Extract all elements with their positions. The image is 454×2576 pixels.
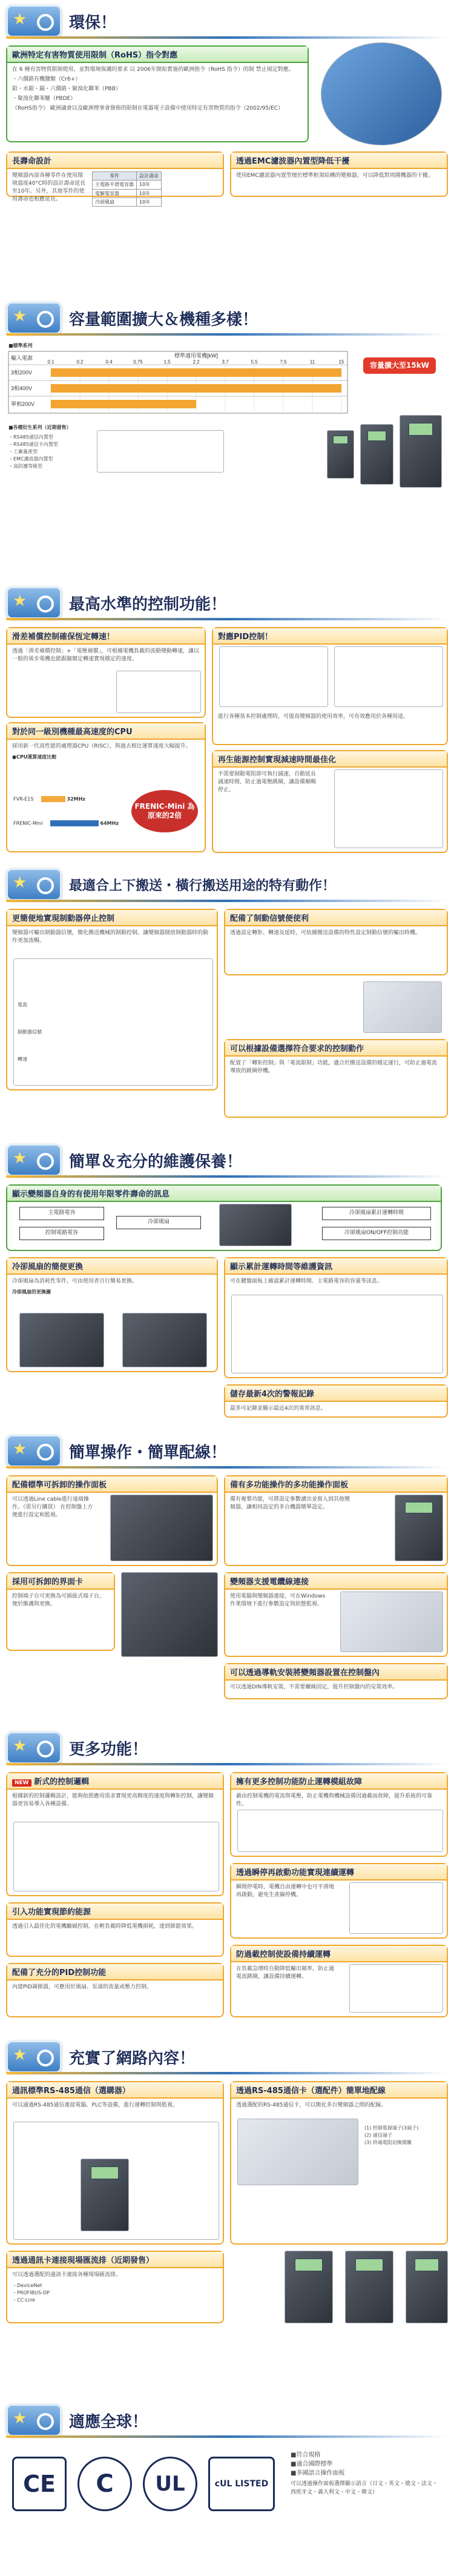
inverter-image-a <box>285 2251 333 2323</box>
rs485-title: 通訊標準RS-485通信（選購器） <box>7 2082 223 2099</box>
panel-text: 可以透過Line cable進行遠端操作。（需另行購買） 在控制盤上方便進行設定和監視。 <box>12 1496 93 1519</box>
regen-text: 不需要制動電阻即可執行減速，自動延長減速時間，防止過電壓跳閘，讓設備順暢停止。 <box>218 771 317 794</box>
copy-title: 備有多功能操作的多功能操作面板 <box>225 1476 447 1493</box>
cpu-title: 對於同一級別機種最高速度的CPU <box>7 723 205 740</box>
section-title: 適應全球！ <box>69 2412 148 2431</box>
flow-box: 冷卻風扇ON/OFF控制功能 <box>322 1227 431 1240</box>
long-life-box <box>6 151 224 205</box>
tick-label: 0.1 <box>47 359 54 365</box>
loop-title: 配備了充分的PID控制功能 <box>7 1964 223 1980</box>
table-cell: 10年 <box>137 189 162 198</box>
tick-label: 3.7 <box>222 359 229 365</box>
cpu-row-value: 32MHz <box>67 796 85 802</box>
section-header <box>0 0 454 42</box>
tick-label: 1.5 <box>163 359 171 365</box>
section-maintenance <box>0 1139 454 1424</box>
keypad-image <box>395 1495 443 1561</box>
rail-title: 可以透過導軌安裝將變頻器設置在控制盤內 <box>225 1664 447 1681</box>
tick-label: 7.5 <box>280 359 287 365</box>
restart-text: 瞬間停電時，電機自由運轉中也可平滑地再啟動，避免生產線停機。 <box>236 1884 335 1899</box>
section-header <box>0 1139 454 1181</box>
table-cell: 電解電容器 <box>93 189 137 198</box>
copy-text: 備有複製功能，可將設定參數讀出並寫入到其他變頻器，讓相同設定的多台機器簡單設定。 <box>230 1496 350 1511</box>
series-diagram <box>97 430 224 473</box>
capacity-chart <box>8 351 347 418</box>
table-row <box>93 198 162 206</box>
list-item: ・EMC濾波器內置型 <box>8 456 53 462</box>
restart-title: 透過瞬停再啟動功能實現連續運轉 <box>231 1864 447 1881</box>
emc-box <box>230 151 448 197</box>
section-rule <box>6 36 448 39</box>
logic-box <box>6 1772 224 1896</box>
pid-text: 進行各種基本控制處理時，可提高變頻器的使用效率，可有效應用於各種用途。 <box>218 714 409 720</box>
flow-box: 冷卻風扇累計運轉時間 <box>322 1207 431 1220</box>
cpu-bar <box>41 796 65 802</box>
flow-box: 控制電路電容 <box>19 1227 104 1240</box>
tick-label: 0.75 <box>133 359 143 365</box>
global-badge-icon: ★ <box>6 2404 62 2437</box>
c-tick-mark-icon: C <box>77 2457 132 2511</box>
rohs-paragraph: 在 6 種有害物質限制使用，並對環境保護的要求 以 2006年開始實施的歐洲指令（RoHS 指令）的制 禁止規定對應。 <box>12 67 294 73</box>
cpu-row-name: FVR-E1S <box>13 796 34 802</box>
standard-series-label: ■標準系列 <box>8 343 33 348</box>
list-item: ・工廠量產型 <box>8 449 38 454</box>
tick-label: 11 <box>309 359 315 365</box>
rohs-item: ・聚溴化聯苯醚（PBDE） <box>12 96 76 102</box>
chart-row-label: 3相400V <box>11 385 33 391</box>
list-item: ■符合規格 <box>291 2452 321 2458</box>
chart-label: 制動器信號 <box>18 1029 42 1035</box>
options-title: ■各種衍生系列（近期發售） <box>8 425 71 430</box>
list-item: ■多國語言操作面板 <box>291 2470 345 2477</box>
loop-box <box>6 1963 224 2017</box>
rohs-item: ・六價鉻有機鹽類（Cr6+） <box>12 76 81 83</box>
table-cell: 10年 <box>137 198 162 206</box>
connect-text: 使用電腦與變頻器連接，可在Windows作業環境下進行參數設定與狀態監視。 <box>230 1593 326 1608</box>
prevent-title: 擁有更多控制功能防止運轉模組故障 <box>231 1773 447 1790</box>
section-header <box>0 297 454 339</box>
section-rule <box>6 1466 448 1469</box>
logic-diagram <box>13 1822 219 1891</box>
life-table <box>92 171 162 207</box>
global-bullets <box>291 2451 442 2497</box>
brake-title: 更簡便地實現制動器停止控制 <box>7 910 217 926</box>
chart-row-label: 單相200V <box>11 401 35 407</box>
restart-box <box>230 1863 448 1939</box>
inverter-image-large <box>400 415 442 488</box>
flow-box: 冷卻風扇 <box>116 1216 201 1229</box>
section-header <box>0 1727 454 1769</box>
life-info-box <box>6 1184 442 1251</box>
list-item: ・RS485通信內置型 <box>8 434 53 440</box>
list-item: ・RS485通信卡內置型 <box>8 442 58 447</box>
adapt-text: 配置了「轉矩控制」與「電流限制」功能，適合於搬送設備的穩定運行，可防止過電流導致的跳閘停機。 <box>230 1060 438 1075</box>
fan-image-1 <box>19 1313 104 1367</box>
list-item: (3) 終端電阻切換開關 <box>364 2140 412 2145</box>
tick-label: 5.5 <box>251 359 258 365</box>
list-item: ・高防護等級型 <box>8 463 42 469</box>
connect-title: 變頻器支援電纜線連接 <box>225 1573 447 1590</box>
chart-label: 轉速 <box>18 1057 27 1062</box>
section-header <box>0 582 454 624</box>
list-item: (2) 通信端子 <box>364 2133 392 2138</box>
earth-illustration-icon <box>321 42 442 145</box>
slip-box <box>6 627 206 718</box>
control-badge-icon: ★ <box>6 586 62 619</box>
capacity-bar <box>51 384 341 393</box>
rs485-diagram <box>13 2122 219 2240</box>
section-rule <box>6 2435 448 2438</box>
lang-note: 可以透過操作面板選擇顯示語言（日文・英文・德文・法文・西班牙文・義大利文・中文・韓文） <box>291 2481 438 2495</box>
table-row <box>93 189 162 198</box>
section-transport <box>0 863 454 1136</box>
table-header: 設計壽命 <box>137 172 162 181</box>
rs485-box <box>6 2081 224 2245</box>
section-rule <box>6 618 448 620</box>
fan-text: 冷卻風扇為消耗性零件，可由使用者自行簡易更換。 <box>12 1278 138 1284</box>
slip-text: 透過「滑差補償控制」+「電壓補償」，可根據電機負載的波動變動轉速，讓以一般的異步電機也能跟隨額定轉速實現穩定的速度。 <box>12 648 200 663</box>
list-item: ■適合國際標準 <box>291 2461 333 2468</box>
panel-title: 配備標準可拆卸的操作面板 <box>7 1476 217 1493</box>
fan-box <box>6 1257 218 1372</box>
marks-row <box>12 2451 278 2517</box>
rohs-box-title: 歐洲特定有害物質使用限制（RoHS）指令對應 <box>7 47 308 63</box>
ul-mark-icon: UL <box>143 2457 197 2511</box>
slip-title: 滑差補償控制確保恆定轉速！ <box>7 628 205 645</box>
table-cell: 主電路平滑電容器 <box>93 181 137 189</box>
panel-image <box>219 1204 292 1246</box>
operation-badge-icon: ★ <box>6 1435 62 1467</box>
brake-setting-box <box>224 909 448 975</box>
regen-title: 再生能源控制實現減速時間最佳化 <box>213 751 447 768</box>
rs485-text: 可以通過RS-485通信連接電腦、PLC等設備，進行運轉控制與監視。 <box>12 2102 179 2108</box>
section-title: 容量範圍擴大＆機種多樣！ <box>69 310 258 329</box>
section-title: 簡單＆充分的維護保養！ <box>69 1152 243 1171</box>
tick-label: 0.4 <box>105 359 113 365</box>
section-network <box>0 2036 454 2332</box>
section-capacity <box>0 297 454 527</box>
slip-graph <box>116 671 201 713</box>
rail-text: 可以透過DIN導軌安裝，不需要螺絲固定，提升控制盤內的安裝效率。 <box>230 1684 398 1690</box>
regen-graph <box>334 769 443 848</box>
inverter-image-medium <box>360 424 393 485</box>
field-list <box>7 2282 223 2304</box>
option-title: 採用可拆卸的界面卡 <box>7 1573 114 1590</box>
section-rule <box>6 1175 448 1178</box>
inverter-image-b <box>345 2251 393 2323</box>
prevent-text: 藉由控制電機的電流與電壓，防止電機與機械設備因過載而故障，提升系統的可靠性。 <box>236 1793 433 1808</box>
section-rule <box>6 2072 448 2074</box>
restart-graph <box>349 1882 443 1934</box>
section-title: 最適合上下搬送・橫行搬送用途的特有動作！ <box>69 878 336 894</box>
table-header: 零件 <box>93 172 137 181</box>
rohs-box <box>6 45 309 142</box>
capacity-bar <box>51 368 341 377</box>
emc-text: 使用EMC濾波器內置型便於標準框架結構的變頻器，可以降低對周圍機器的干擾。 <box>236 173 433 179</box>
inverter-image <box>81 2159 129 2231</box>
list-item: ・DeviceNet <box>12 2283 42 2289</box>
cul-listed-mark-icon: cUL LISTED <box>208 2457 275 2511</box>
tick-label: 2.2 <box>192 359 200 365</box>
prevent-box <box>230 1772 448 1857</box>
display-text: 可在鍵盤面板上確認累計運轉時間、主電路電容的容量等訊息。 <box>230 1278 383 1284</box>
adapt-box <box>224 1039 448 1118</box>
energy-box <box>6 1902 224 1957</box>
regen-box <box>212 750 448 853</box>
tick-label: 0.2 <box>76 359 84 365</box>
pc-image <box>340 1592 443 1652</box>
list-item: ・PROFIBUS-DP <box>12 2290 50 2296</box>
fan-title: 冷卻風扇的簡便更換 <box>7 1258 217 1275</box>
capacity-bar <box>51 400 196 408</box>
functions-badge-icon: ★ <box>6 1731 62 1764</box>
capacity-callout: 容量擴大至15kW <box>363 357 436 374</box>
new-tag: NEW <box>12 1779 31 1787</box>
panel-image <box>110 1495 213 1561</box>
pid-title: 對應PID控制！ <box>213 628 447 645</box>
overload-title: 防過載控制使設備持續運轉 <box>231 1946 447 1962</box>
cpu-sub: ●CPU運算速度比較 <box>12 754 57 760</box>
section-header <box>0 2399 454 2442</box>
chart-row-label: 3相200V <box>11 370 33 376</box>
brake-timing-chart <box>13 958 213 1086</box>
display-table <box>231 1295 443 1373</box>
section-header <box>0 863 454 906</box>
interface-card-image <box>121 1572 218 1657</box>
overload-box <box>230 1945 448 2017</box>
rail-box <box>224 1663 448 1699</box>
section-rule <box>6 333 448 336</box>
life-info-title: 顯示變頻器自身的有使用年限零件壽命的訊息 <box>7 1186 441 1202</box>
card-title: 透過RS-485通信卡（選配件）簡單地配線 <box>231 2082 447 2099</box>
history-title: 儲存最新4次的警報記錄 <box>225 1386 447 1402</box>
card-image <box>237 2119 358 2185</box>
brake-setting-text: 透過設定轉矩、轉速及延時，可依據搬送設備的特性設定制動信號的輸出時機。 <box>230 930 421 936</box>
card-box <box>230 2081 448 2245</box>
cpu-row-name: FRENIC-Mini <box>13 820 43 826</box>
maintenance-badge-icon: ★ <box>6 1144 62 1177</box>
option-box <box>6 1572 115 1651</box>
rohs-note: 《RoHS指令》 歐洲議會以及歐洲理事會發佈的限制在電器電子設備中使用特定有害物質的指令（2002/95/EC） <box>12 105 284 112</box>
energy-text: 透過引入最佳化的電機勵磁控制，在輕負載時降低電機損耗，達到節能效果。 <box>12 1924 198 1930</box>
field-title: 透過通訊卡連接現場匯流排（近期發售） <box>7 2252 223 2268</box>
cpu-bar <box>50 820 99 826</box>
field-text: 可以透過選配的通訊卡連接各種現場匯流排。 <box>12 2272 122 2278</box>
cpu-text: 採用新一代高性能的處理器CPU（RISC），與過去相比運算速度大幅提升。 <box>12 743 191 749</box>
section-title: 最高水準的控制功能！ <box>69 595 227 614</box>
section-environment <box>0 0 454 205</box>
chart-row-header: 輸入電源 <box>11 355 33 361</box>
section-title: 更多功能！ <box>69 1740 148 1759</box>
loop-text: 內建PID調節器，可應用於風扇、泵浦的流量或壓力控制。 <box>12 1984 153 1990</box>
flow-box: 主電路電容 <box>19 1207 104 1220</box>
pid-box <box>212 627 448 745</box>
card-text: 透過選配的RS-485通信卡，可以簡化多台變頻器之間的配線。 <box>236 2102 387 2108</box>
cpu-row-value: 64MHz <box>100 820 119 826</box>
brake-box <box>6 909 218 1090</box>
long-life-title: 長壽命設計 <box>7 153 223 169</box>
section-global <box>0 2399 454 2569</box>
inverter-image-c <box>406 2251 448 2323</box>
globe-badge-icon: ★ <box>6 5 62 38</box>
overload-text: 在負載急增時自動降低輸出頻率，防止過電流跳閘，讓設備持續運轉。 <box>236 1966 335 1980</box>
network-badge-icon: ★ <box>6 2040 62 2073</box>
section-header <box>0 1430 454 1472</box>
panel-box <box>6 1475 218 1566</box>
logic-title <box>7 1773 223 1790</box>
energy-title: 引入功能實現節約能源 <box>7 1904 223 1920</box>
list-item: ・CC-Link <box>12 2297 36 2303</box>
logic-text: 根據新的控制邏輯設計，能夠依照應用需求實現更高精度的速度與轉矩控制，讓變頻器更容易導入各種設備。 <box>12 1793 214 1808</box>
section-rule <box>6 900 448 902</box>
fan-image-2 <box>122 1313 207 1367</box>
section-title: 充實了網路內容！ <box>69 2049 196 2068</box>
logic-title-text: 新式的控制邏輯 <box>34 1778 90 1787</box>
section-functions <box>0 1727 454 2023</box>
pid-block-diagram <box>334 646 443 707</box>
table-cell: 冷卻風扇 <box>93 198 137 206</box>
section-header <box>0 2036 454 2078</box>
brake-setting-title: 配備了制動信號便使利 <box>225 910 447 926</box>
cpu-box <box>6 722 206 852</box>
overload-graph <box>349 1964 443 2013</box>
brake-text: 變頻器可輸出制動器信號，簡化搬送機械的制動控制。讓變頻器開放制動器時的動作更加流暢。 <box>12 930 209 944</box>
emc-title: 透過EMC濾波器內置型降低干擾 <box>231 153 447 169</box>
copy-box <box>224 1475 448 1566</box>
display-title: 顯示累計運轉時間等維護資訊 <box>225 1258 447 1275</box>
fan-sub: 冷卻風扇的更換圖 <box>12 1289 51 1295</box>
long-life-text: 變頻器內部各種零件在使用環境溫度40°C時的設計壽命延長至10年。另外，其他零件的使用壽命也相應延長。 <box>12 173 86 203</box>
history-text: 最多可記錄並顯示最近4次的異常訊息。 <box>230 1406 326 1412</box>
display-box <box>224 1257 448 1378</box>
table-row <box>93 181 162 189</box>
table-cell: 10年 <box>137 181 162 189</box>
chart-label: 電流 <box>18 1002 27 1007</box>
options-list <box>8 434 58 470</box>
tick-label: 15 <box>338 359 344 365</box>
cpu-callout: FRENIC-Mini 為原來的2倍 <box>131 790 198 832</box>
inverter-image-small <box>327 430 354 479</box>
list-item: (1) 控制電源端子(3端子) <box>364 2125 419 2131</box>
section-rule <box>6 1763 448 1765</box>
cpu-row-1 <box>13 796 85 802</box>
capacity-badge-icon: ★ <box>6 302 62 334</box>
crane-image <box>363 981 442 1033</box>
section-title: 簡單操作・簡單配線！ <box>69 1443 227 1462</box>
section-title: 環保！ <box>69 13 117 32</box>
connect-box <box>224 1572 448 1657</box>
pid-graph <box>219 646 328 707</box>
ce-mark-icon: CE <box>12 2457 67 2511</box>
card-notes <box>364 2125 443 2146</box>
adapt-title: 可以根據設備選擇符合要求的控制動作 <box>225 1040 447 1057</box>
rohs-text <box>7 63 308 118</box>
cpu-row-2 <box>13 820 119 826</box>
transport-badge-icon: ★ <box>6 868 62 901</box>
axis-title: 標準適用電機[kW] <box>174 353 218 359</box>
option-text: 控制端子台可更換為可插拔式端子台，便於維護與更換。 <box>12 1593 105 1608</box>
rohs-item: 鉛・水銀・鎘・六價鉻・聚溴化聯苯（PBB） <box>12 86 121 93</box>
history-box <box>224 1384 448 1418</box>
prevent-graph <box>237 1810 443 1852</box>
section-operation <box>0 1430 454 1702</box>
field-box <box>6 2251 224 2323</box>
section-control <box>0 582 454 857</box>
